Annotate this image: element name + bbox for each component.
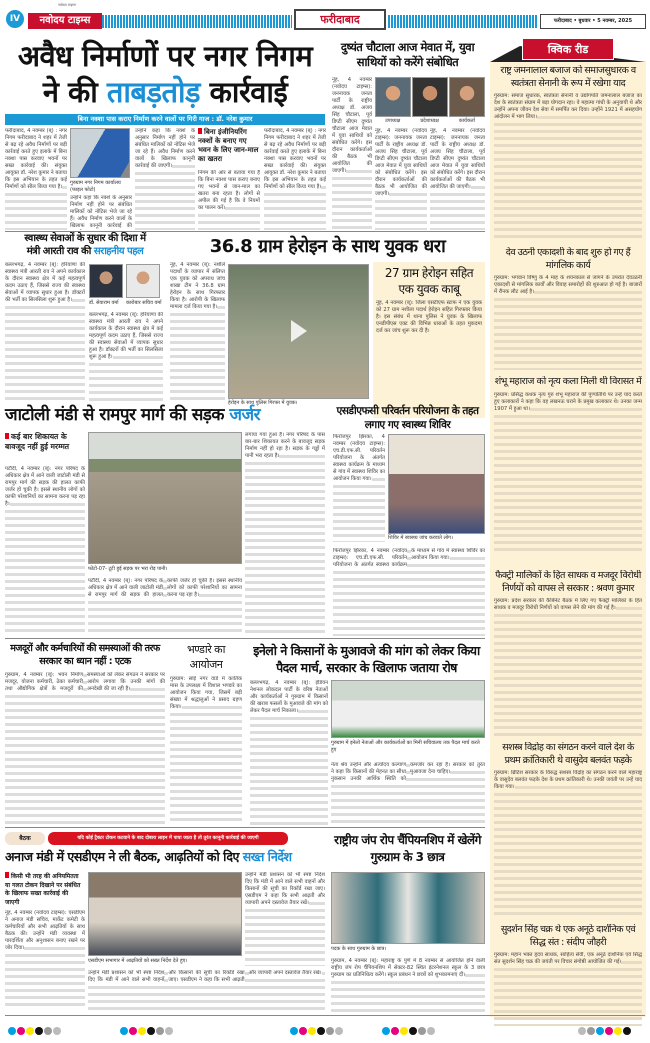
aituc-body: गुरुग्राम, 4 नवम्बर (ब्): भवन निर्माण मजदूर, योजना कर्मचारी, ठेका कर्मचारी तथा औद्योगिक क्षेत्रों के मजदूरों की समस्याओं को लेकर संगठन ने सरकार पर आरोप लगाया कि उनकी मांगों की अनदेखी की जा रही है। [5,672,165,824]
caption: प्रदेशाध्यक्ष [420,118,439,124]
road-body-2: लगाया गया हुआ है। नगर परिषद के पास बार-बार शिकायत करने के बावजूद सड़क निर्माण नहीं हो रहा है। सड़क के गड्ढों में पानी भरा रहता है। [245,432,325,636]
jumprope-photo-caption: पदक के साथ गुरुग्राम के छात्र। [331,946,387,952]
logo-badge: IV [6,10,24,28]
quick-read-body: गुरुग्राम: महान भक्त हृदय साधक, साहित्य सेवी, एक अनूठे दार्शनिक एवं सिद्ध संत सुदर्शन सिंह चक्र की जयंती पर विचार संगोष्ठी आयोजित की गई। [494,952,642,1026]
dushyant-photos [375,77,485,117]
heroin-box-body: नूंह, 4 नवम्बर (ब्): जिला एसटीएफ स्टाफ ने एक युवक को 27 ग्राम नशीला पदार्थ हेरोइन सहित गिरफ्तार किया है। इस संबंध में थाना पुलिस ने युवक के खिलाफ एनडीपीएस एक्ट की विभिन्न धाराओं के तहत मुकदमा दर्ज कर जांच शुरू कर दी है। [376,300,482,334]
lead-banner: बिना नक्शा पास कराए निर्माण करने वालों पर गिरी गाज : डॉ. नरेश कुमार [5,114,325,125]
road-body: पटौदी, 4 नवम्बर (ब्): नगर परिषद के अधिकार क्षेत्र में आने वाली जाटोली मंडी से रामपुर मार्ग की सड़क की हालत काफी जर्जर हो चुकी है। इससे स्थानीय लोगों को काफी परेशानियों का सामना करना पड़ रहा है। [5,466,85,636]
dots [120,1020,174,1039]
quick-read-item [494,247,642,372]
mandi-body-2: उन्होंने मंडी प्रशासन को भी स्पष्ट निर्देश दिए कि मंडी में आने वाले सभी वाहनों और किसानों की सूची का रिकॉर्ड रखा जाए। एसडीएम ने कहा कि सभी आढ़ती और व्यापारी अपने दस्तावेज तैयार रखें। [88,970,325,1010]
dushyant-captions [375,118,485,125]
heroin-box-headline: 27 ग्राम हेरोइन सहित एक युवक काबू [384,266,474,296]
quick-read-item [494,924,642,1028]
person-photo [449,77,485,117]
camp-body: फिरोजपुर झिरका, 4 नवम्बर (नवोदय टाइम्स): एच.डी.एफ.सी. परिवर्तन परियोजना के अंतर्गत स्वास्थ्य कार्यक्रम के माध्यम से गांव में स्वास्थ्य शिविर का आयोजन किया गया। [333,434,385,542]
mandi-headline [5,848,325,866]
camp-photo-caption: शिविर में स्वास्थ्य जांच करवाते लोग। [388,535,453,541]
color-registration-marks [0,1020,650,1032]
mandi-body: नूंह, 4 नवम्बर (नवोदय टाइम्स): एसडीएम ने अनाज मंडी सचिव, मार्केट कमेटी के कर्मचारियों और सभी आढ़तियों के साथ बैठक की। उन्होंने मंडी व्यवस्था में पारदर्शिता और अनुशासन बनाए रखने पर जोर दिया। [5,910,85,1010]
lead-body-2: उन्होंने कहा कि नक्शे के अनुसार निर्माण नहीं होने पर संबंधित मालिकों को नोटिस भेजे जा रहे हैं। अवैध निर्माण करने वालों के खिलाफ कानूनी कार्रवाई की [70,195,132,230]
camp-photo [388,434,485,534]
headline-highlight: सख्त निर्देश [242,849,292,864]
dots [290,1020,344,1039]
headline-text: मंत्री आरती राव की [26,246,94,257]
quick-read-headline: राष्ट्र जमनालाल बजाज को समाजसुधारक व स्वतंत्रता सेनानी के रूप में रखेगा याद [500,65,636,89]
health-headline [5,232,165,258]
mandi-photo-caption: एसडीएम सभागार में आढ़तियों को सख्त निर्देश देते हुए। [88,958,188,964]
play-icon[interactable] [291,320,307,342]
lead-body-4: फरीदाबाद, 4 नवम्बर (ब्) : नगर निगम फरीदाबाद ने शहर में तेजी से बढ़ रहे अवैध निर्माणों पर बड़ी कार्रवाई करते हुए इलाके में बिना नक्शा पास करवाए भवनों पर सख्त कार्रवाई की। संयुक्त आयुक्त डॉ. नरेश कुमार ने बताया कि इस अभियान के तहत कई निर्माणों को सील किया गया है। [264,128,326,230]
quick-read-body: गुरुग्राम: समाज सुधारक, स्वतंत्रता सेनानी व उद्योगपति जमनालाल बजाज का देश के स्वतंत्रता संग्राम में बड़ा योगदान रहा। वे महात्मा गांधी के अनुयायी थे और उन्होंने अपना जीवन देश सेवा में समर्पित कर दिया। उन्होंने 1921 में असहयोग आंदोलन में भाग लिया। [494,93,642,241]
divider [5,1015,645,1016]
mandi-alert: यदि कोई ट्रैक्टर टोकन कटवाने के बाद दोबारा लाइन में पाया जाता है तो तुरंत कानूनी कार्रवाई की जाएगी [48,832,288,845]
caption: उपाध्यक्ष [385,118,401,124]
inld-photo-caption: गुरुग्राम में इनेलो नेताओं और कार्यकर्ताओं का मिनी सचिवालय तक पैदल मार्च करते हुए [331,740,480,753]
person-photo [375,77,411,117]
inld-body-2: नेता श्रेय उन्होंने और अंत्योदय कल्याण ने कहा कि किसानों की मेहनत का सीधा नुकसान उनकी आर्थिक स्थिति को कमजोर कर रहा है। सरकार को तुरंत मुआवजा देना चाहिए। [331,762,485,824]
lead-text: कार्रवाई [200,75,288,109]
caption: कार्यकर्ता [458,118,475,124]
aituc-headline: मजदूरों और कर्मचारियों की समस्याओं की तरफ सरकार का ध्यान नहीं : एटक [10,643,160,667]
camp-headline: एसडीएफसी परिवर्तन परियोजना के तहत लगाए गए स्वास्थ्य शिविर [336,405,479,431]
dushyant-headline: दुष्यंत चौटाला आज मेवात में, युवा साथियों को करेंगे संबोधित [340,40,475,69]
dushyant-body-2: नूंह, 4 नवम्बर (नवोदय टाइम्स): जननायक जनता पार्टी के राष्ट्रीय अध्यक्ष डॉ. अजय सिंह चौटाला, पूर्व डिप्टी सीएम दुष्यंत चौटाला आज मेवात में युवा साथियों को संबोधित करेंगे। इस दौरान कार्यकर्ताओं की बैठक भी आयोजित की जाएगी। [375,128,427,230]
person-photo [412,77,448,117]
dots [382,1020,436,1039]
inld-headline: इनेलो ने किसानों के मुआवजे की मांग को लेकर किया पैदल मार्च, सरकार के खिलाफ जताया रोष [253,643,480,675]
inld-body: बल्लभगढ़, 4 नवम्बर (ब्): इंडियन नेशनल लोकदल पार्टी के वरिष्ठ नेताओं और कार्यकर्ताओं ने गुरुग्राम में किसानों की खराब फसलों के मुआवजे की मांग को लेकर पैदल मार्च निकाला। [250,680,328,825]
health-headline-line1: स्वास्थ्य सेवाओं के सुधार की दिशा में [24,233,146,244]
inld-photo [331,680,485,738]
heroin-photo-caption: हेरोइन के साथ पुलिस गिरफ्त में युवक। [228,400,298,406]
road-headline [5,404,325,426]
headline-highlight: सराहनीय पहल [93,246,144,257]
heroin-headline: 36.8 ग्राम हेरोइन के साथ युवक धरा [209,236,446,257]
dots [578,1020,632,1039]
jumprope-photo [331,872,485,944]
quick-read-headline: फैक्ट्री मालिकों के हित साधक व मजदूर विरोधी निर्णयों को वापस ले सरकार : श्रवण कुमार [495,570,641,594]
quick-read-body: गुरुग्राम: प्रदेश सरकार की कैबिनेट बैठक में लिए गए फैक्ट्री मालिकों के हित साधक व मजदूर विरोधी निर्णयों को वापस लेने की मांग की गई है। [494,598,642,736]
health-caption-1: डॉ. सेवाराम वर्मा [89,300,119,306]
mandi-photo [88,872,242,956]
headline-text: जाटोली मंडी से रामपुर मार्ग की सड़क [5,405,230,425]
quick-read-headline: सुदर्शन सिंह चक्र थे एक अनूठे दार्शनिक एवं सिद्ध संत : संदीप जौहरी [500,924,636,948]
quick-read-body: गुरुग्राम: प्रसिद्ध कथक नृत्य गुरु शंभू महाराज की पुण्यतिथि पर उन्हें याद करते हुए कलाकारों ने कहा कि वह लखनऊ घराने के प्रमुख कलाकार थे। उनका जन्म 1907 में हुआ था। [494,392,642,552]
lead-body-2b: उन्होंने कहा कि नक्शे के अनुसार निर्माण नहीं होने पर संबंधित मालिकों को नोटिस भेजे जा रहे हैं। अवैध निर्माण करने वालों के खिलाफ कानूनी कार्रवाई की जाएगी। [135,128,195,230]
quick-read-item [494,376,642,566]
quick-read-label: क्विक रीड [522,38,614,60]
quick-read-header [490,38,646,62]
quick-read-body: गुरुग्राम: भगवान विष्णु के 4 माह के शयनकाल से जागने के उपरांत देवउठनी एकादशी से मांगलिक कार्यों और विवाह समारोहों की शुरुआत हो गई है। बाजारों में रौनक लौट आई है। [494,275,642,370]
lead-body-3: निगम की ओर से बताया गया है कि बिना नक्शा पास कराए बनाए गए भवनों से जान-माल का खतरा बना रहता है। लोगों से अपील की गई है कि वे नियमों का पालन करें। [198,170,260,230]
health-photo-1 [89,264,123,298]
bhandara-headline: भण्डारे का आयोजन [187,643,225,671]
city-label: फरीदाबाद [294,9,386,30]
stripe-bar-left [102,15,292,28]
quick-read-item [494,742,642,920]
quick-read-headline: शंभू महाराज को नृत्य कला मिली थी विरासत में [494,376,642,387]
health-photo-2 [126,264,160,298]
quick-read-headline: सशस्त्र विद्रोह का संगठन करने वाले देश के प्रथम क्रांतिकारी थे वासुदेव बलवंत फड़के [502,742,634,766]
mandi-body-3: उन्होंने मंडी प्रशासन को भी स्पष्ट निर्देश दिए कि मंडी में आने वाले सभी वाहनों और किसानों की सूची का रिकॉर्ड रखा जाए। एसडीएम ने कहा कि सभी आढ़ती और व्यापारी अपने दस्तावेज तैयार रखें। [245,872,325,966]
road-photo [88,432,242,564]
mandi-tag: बैठक [5,832,45,845]
health-body-2: बल्लभगढ़, 4 नवम्बर (ब्): हरियाणा की स्वास्थ्य मंत्री आरती राव ने अपने कार्यकाल के दौरान स्वास्थ्य क्षेत्र में कई महत्वपूर्ण कदम उठाए हैं, जिससे राज्य की स्वास्थ्य सेवाओं में व्यापक सुधार हुआ है। डॉक्टरों की भर्ती का सिलसिला शुरू हुआ है। [89,312,163,402]
quick-read-panel [490,62,646,1017]
small-label: नवोदय टाइम्स [58,3,76,7]
dushyant-body-3: नूंह, 4 नवम्बर (नवोदय टाइम्स): जननायक जनता पार्टी के राष्ट्रीय अध्यक्ष डॉ. अजय सिंह चौटाला, पूर्व डिप्टी सीएम दुष्यंत चौटाला आज मेवात में युवा साथियों को संबोधित करेंगे। इस दौरान कार्यकर्ताओं की बैठक भी आयोजित की जाएगी। [430,128,485,230]
quick-read-headline: देव उठनी एकादशी के बाद शुरु हो गए हैं मांगलिक कार्य [505,247,631,271]
heroin-photo [228,264,369,399]
headline-text: अनाज मंडी में एसडीएम ने ली बैठक, आढ़तियों को दिए [5,849,243,864]
road-photo-caption: फोटो-07- टूटी हुई सड़क पर भरा रोड़ पानी। [88,566,168,572]
paper-name: नवोदय टाइम्स [28,13,102,29]
lead-headline-line2 [5,74,325,110]
lead-subhead: बिना इंजीनियरिंग नक्शों के बनाए गए भवन के लिए जान-माल का खतरा [198,128,259,163]
health-body: बल्लभगढ़, 4 नवम्बर (ब्): हरियाणा की स्वास्थ्य मंत्री आरती राव ने अपने कार्यकाल के दौरान स्वास्थ्य क्षेत्र में कई महत्वपूर्ण कदम उठाए हैं, जिससे राज्य की स्वास्थ्य सेवाओं में व्यापक सुधार हुआ है। डॉक्टरों की भर्ती का सिलसिला शुरू हुआ है। [5,262,85,402]
lead-text: ने की [42,75,107,109]
lead-headline [5,38,325,110]
heroin-body: नूंह, 4 नवम्बर (ब्): नशीले पदार्थों के व्यापार में संलिप्त एक युवक को अपराध जांच शाखा टीम ने 36.8 ग्राम हेरोइन के साथ गिरफ्तार किया है। आरोपी के खिलाफ मामला दर्ज किया गया है। [170,262,225,402]
bhandara-body: गुरुग्राम: सांई नगर वार्ड में कार्तिक मास के उपलक्ष्य में विशाल भण्डारे का आयोजन किया गया, जिसमें बड़ी संख्या में श्रद्धालुओं ने प्रसाद ग्रहण किया। [170,676,242,824]
quick-read-body: गुरुग्राम: ब्रिटिश सरकार के विरुद्ध सशस्त्र विद्रोह का संगठन करने वाले महाराष्ट्र के वासुदेव बलवंत फड़के देश के प्रथम क्रांतिकारी थे। उनकी जयंती पर उन्हें याद किया गया। [494,770,642,918]
divider [5,827,485,828]
heroin-box [373,262,485,418]
lead-highlight: ताबड़तोड़ [106,75,201,109]
health-caption-2: कारोबार सचिव वर्मा [126,300,162,306]
stripe-bar-right [388,15,538,28]
lead-headline-line1: अवैध निर्माणों पर नगर निगम [17,39,313,73]
masthead [0,0,650,36]
mandi-subhead: किसी भी तरह की अनियमितता या गलत टोकन दिखाने पर संबंधित के खिलाफ सख्त कार्रवाई की जाएगी [5,872,83,907]
road-subhead: कई बार शिकायत के बावजूद नहीं हुई मरम्मत [5,432,83,452]
jumprope-headline: राष्ट्रीय जंप रोप चैंपियनशिप में खेलेंगे गुरुग्राम के 3 छात्र [334,833,481,864]
divider [5,638,485,639]
lead-body-1: फरीदाबाद, 4 नवम्बर (ब्) : नगर निगम फरीदाबाद ने शहर में तेजी से बढ़ रहे अवैध निर्माणों पर बड़ी कार्रवाई करते हुए इलाके में बिना नक्शा पास करवाए भवनों पर सख्त कार्रवाई की। संयुक्त आयुक्त डॉ. नरेश कुमार ने बताया कि इस अभियान के तहत कई निर्माणों को सील किया गया है। [5,128,67,230]
divider [5,231,485,232]
road-body-3: पटौदी, 4 नवम्बर (ब्): नगर परिषद के अधिकार क्षेत्र में आने वाली जाटोली मंडी से रामपुर मार्ग की सड़क की हालत काफी जर्जर हो चुकी है। इससे स्थानीय लोगों को काफी परेशानियों का सामना करना पड़ रहा है। [88,578,242,636]
headline-highlight: जर्जर [229,405,261,425]
dots [8,1020,62,1039]
quick-read-item [494,65,642,243]
dateline: फरीदाबाद • बुधवार • 5 नवम्बर, 2025 [540,14,646,29]
jumprope-body: गुरुग्राम, 4 नवम्बर (ब्): महाराष्ट्र के पुणे में 8 नवम्बर से आयोजित होने वाली राष्ट्रीय जंप रोप चैंपियनशिप में सेक्टर-82 स्थित इंटरनेशनल स्कूल के 3 छात्र गुरुग्राम का प्रतिनिधित्व करेंगे। स्कूल प्रबंधन ने छात्रों को शुभकामनाएं दीं। [331,958,485,1012]
dushyant-body: नूंह, 4 नवम्बर (नवोदय टाइम्स): जननायक जनता पार्टी के राष्ट्रीय अध्यक्ष डॉ. अजय सिंह चौटाला, पूर्व डिप्टी सीएम दुष्यंत चौटाला आज मेवात में युवा साथियों को संबोधित करेंगे। इस दौरान कार्यकर्ताओं की बैठक भी आयोजित की जाएगी। [332,77,372,230]
health-headline-line2 [5,245,165,258]
lead-photo [70,128,130,178]
lead-photo-caption: गुरुग्राम नगर निगम कार्यालय (फाइल फोटो) [70,180,121,193]
camp-body-2: फिरोजपुर झिरका, 4 नवम्बर (नवोदय टाइम्स): एच.डी.एफ.सी. परिवर्तन परियोजना के अंतर्गत स्वास्थ्य कार्यक्रम के माध्यम से गांव में स्वास्थ्य शिविर का आयोजन किया गया। [333,548,485,636]
quick-read-item [494,570,642,738]
